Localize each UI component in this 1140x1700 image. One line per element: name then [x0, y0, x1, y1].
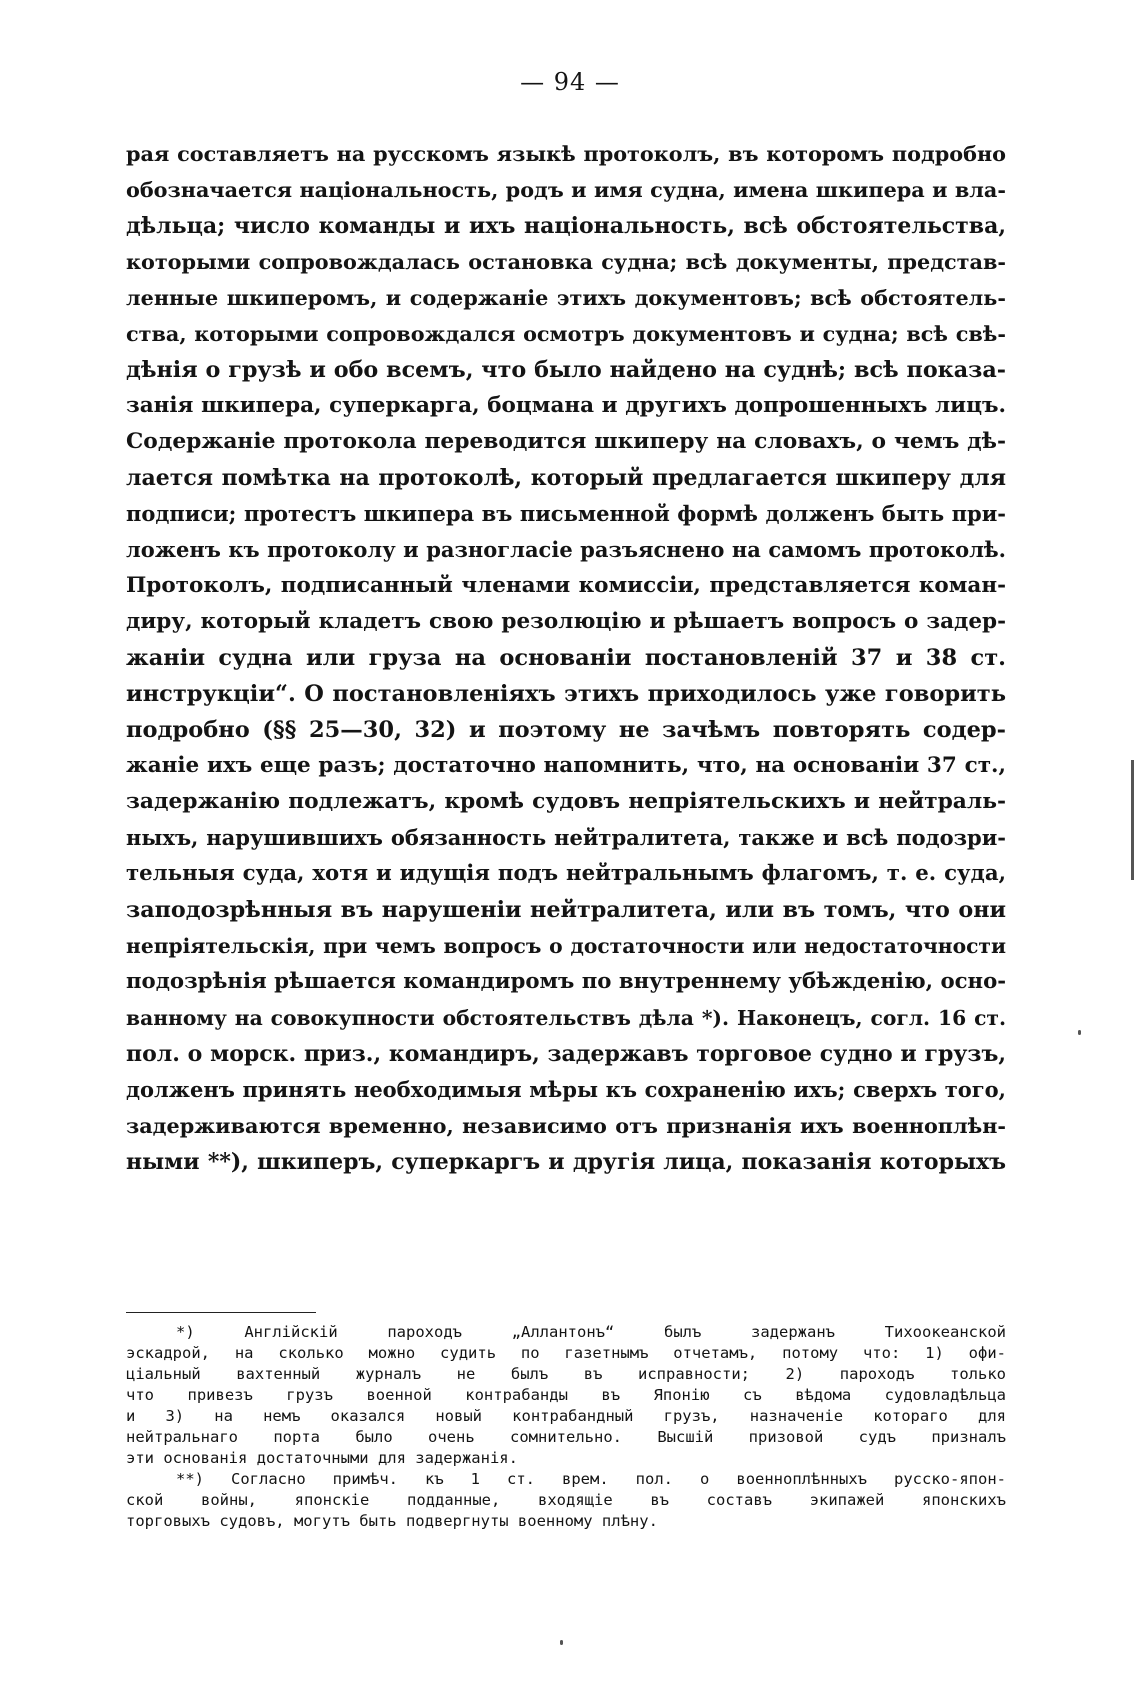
body-line: задержанію подлежатъ, кромѣ судовъ непріятельскихъ и нейтраль-: [126, 789, 1006, 814]
body-line: обозначается національность, родъ и имя судна, имена шкипера и вла-: [126, 178, 1006, 202]
body-line: ства, которыми сопровождался осмотръ документовъ и судна; всѣ свѣ-: [126, 322, 1006, 346]
body-line: которыми сопровождалась остановка судна; всѣ документы, представ-: [126, 250, 1006, 274]
footnote-line: *) Англійскій пароходъ „Аллантонъ“ былъ задержанъ Тихоокеанской: [176, 1323, 1006, 1341]
footnote-line: **) Согласно примѣч. къ 1 ст. врем. пол. о военноплѣнныхъ русско-япон-: [176, 1470, 1006, 1488]
body-line: ванному на совокупности обстоятельствъ дѣла *). Наконецъ, согл. 16 ст.: [126, 1006, 1006, 1030]
body-line: ленные шкиперомъ, и содержаніе этихъ документовъ; всѣ обстоятель-: [126, 286, 1006, 310]
footnotes: [126, 1322, 1006, 1532]
body-line: ложенъ къ протоколу и разногласіе разъяснено на самомъ протоколѣ.: [126, 537, 1006, 562]
scan-speck: [560, 1640, 563, 1645]
body-line: рая составляетъ на русскомъ языкѣ протоколъ, въ которомъ подробно: [126, 142, 1006, 166]
body-line: лается помѣтка на протоколѣ, который предлагается шкиперу для: [126, 465, 1006, 491]
body-line: подписи; протестъ шкипера въ письменной формѣ долженъ быть при-: [126, 501, 1006, 526]
body-line: задерживаются временно, независимо отъ признанія ихъ военноплѣн-: [126, 1114, 1006, 1138]
body-line: дѣльца; число команды и ихъ національность, всѣ обстоятельства,: [126, 213, 1006, 239]
footnote-line: торговыхъ судовъ, могутъ быть подвергнуты военному плѣну.: [126, 1512, 658, 1530]
footnote-line: ціальный вахтенный журналъ не былъ въ исправности; 2) пароходъ только: [126, 1365, 1006, 1383]
page-number: — 94 —: [520, 68, 620, 96]
body-line: подозрѣнія рѣшается командиромъ по внутреннему убѣжденію, осно-: [126, 969, 1007, 994]
footnote-line: ской войны, японскіе подданные, входящіе въ составъ экипажей японскихъ: [126, 1491, 1006, 1509]
body-text: [126, 136, 1006, 1180]
body-line: жаніе ихъ еще разъ; достаточно напомнить, что, на основаніи 37 ст.,: [126, 753, 1006, 778]
body-line: ными **), шкиперъ, суперкаргъ и другія лица, показанія которыхъ: [126, 1149, 1006, 1175]
body-line: непріятельскія, при чемъ вопросъ о достаточности или недостаточности: [126, 934, 1006, 958]
body-line: заподозрѣнныя въ нарушеніи нейтралитета, или въ томъ, что они: [126, 897, 1006, 923]
body-line: Содержаніе протокола переводится шкиперу на словахъ, о чемъ дѣ-: [126, 429, 1006, 454]
body-line: тельныя суда, хотя и идущія подъ нейтральнымъ флагомъ, т. е. суда,: [126, 861, 1006, 886]
body-line: ныхъ, нарушившихъ обязанность нейтралитета, также и всѣ подозри-: [126, 825, 1006, 850]
body-line: жаніи судна или груза на основаніи постановленій 37 и 38 ст.: [126, 645, 1006, 671]
footnote-separator: [126, 1312, 316, 1313]
footnote-line: что привезъ грузъ военной контрабанды въ Японію съ вѣдома судовладѣльца: [126, 1386, 1006, 1404]
scan-edge-mark: [1131, 760, 1134, 880]
body-line: инструкціи“. О постановленіяхъ этихъ приходилось уже говорить: [126, 681, 1006, 707]
scan-speck: [1078, 1030, 1081, 1035]
body-line: занія шкипера, суперкарга, боцмана и другихъ допрошенныхъ лицъ.: [126, 393, 1006, 418]
body-line: дѣнія о грузѣ и обо всемъ, что было найдено на суднѣ; всѣ показа-: [126, 357, 1006, 383]
body-line: подробно (§§ 25—30, 32) и поэтому не зачѣмъ повторять содер-: [126, 717, 1006, 743]
footnote-line: эскадрой, на сколько можно судить по газетнымъ отчетамъ, потому что: 1) офи-: [126, 1344, 1006, 1362]
body-line: диру, который кладетъ свою резолюцію и рѣшаетъ вопросъ о задер-: [126, 609, 1006, 634]
footnote-line: и 3) на немъ оказался новый контрабандный грузъ, назначеніе котораго для: [126, 1407, 1006, 1425]
body-line: долженъ принять необходимыя мѣры къ сохраненію ихъ; сверхъ того,: [126, 1077, 1006, 1102]
body-line: пол. о морск. приз., командиръ, задержавъ торговое судно и грузъ,: [126, 1041, 1006, 1067]
footnote-line: нейтральнаго порта было очень сомнительно. Высшій призовой судъ призналъ: [126, 1428, 1006, 1446]
footnote-line: эти основанія достаточными для задержанія.: [126, 1449, 518, 1467]
body-line: Протоколъ, подписанный членами комиссіи, представляется коман-: [126, 573, 1006, 598]
